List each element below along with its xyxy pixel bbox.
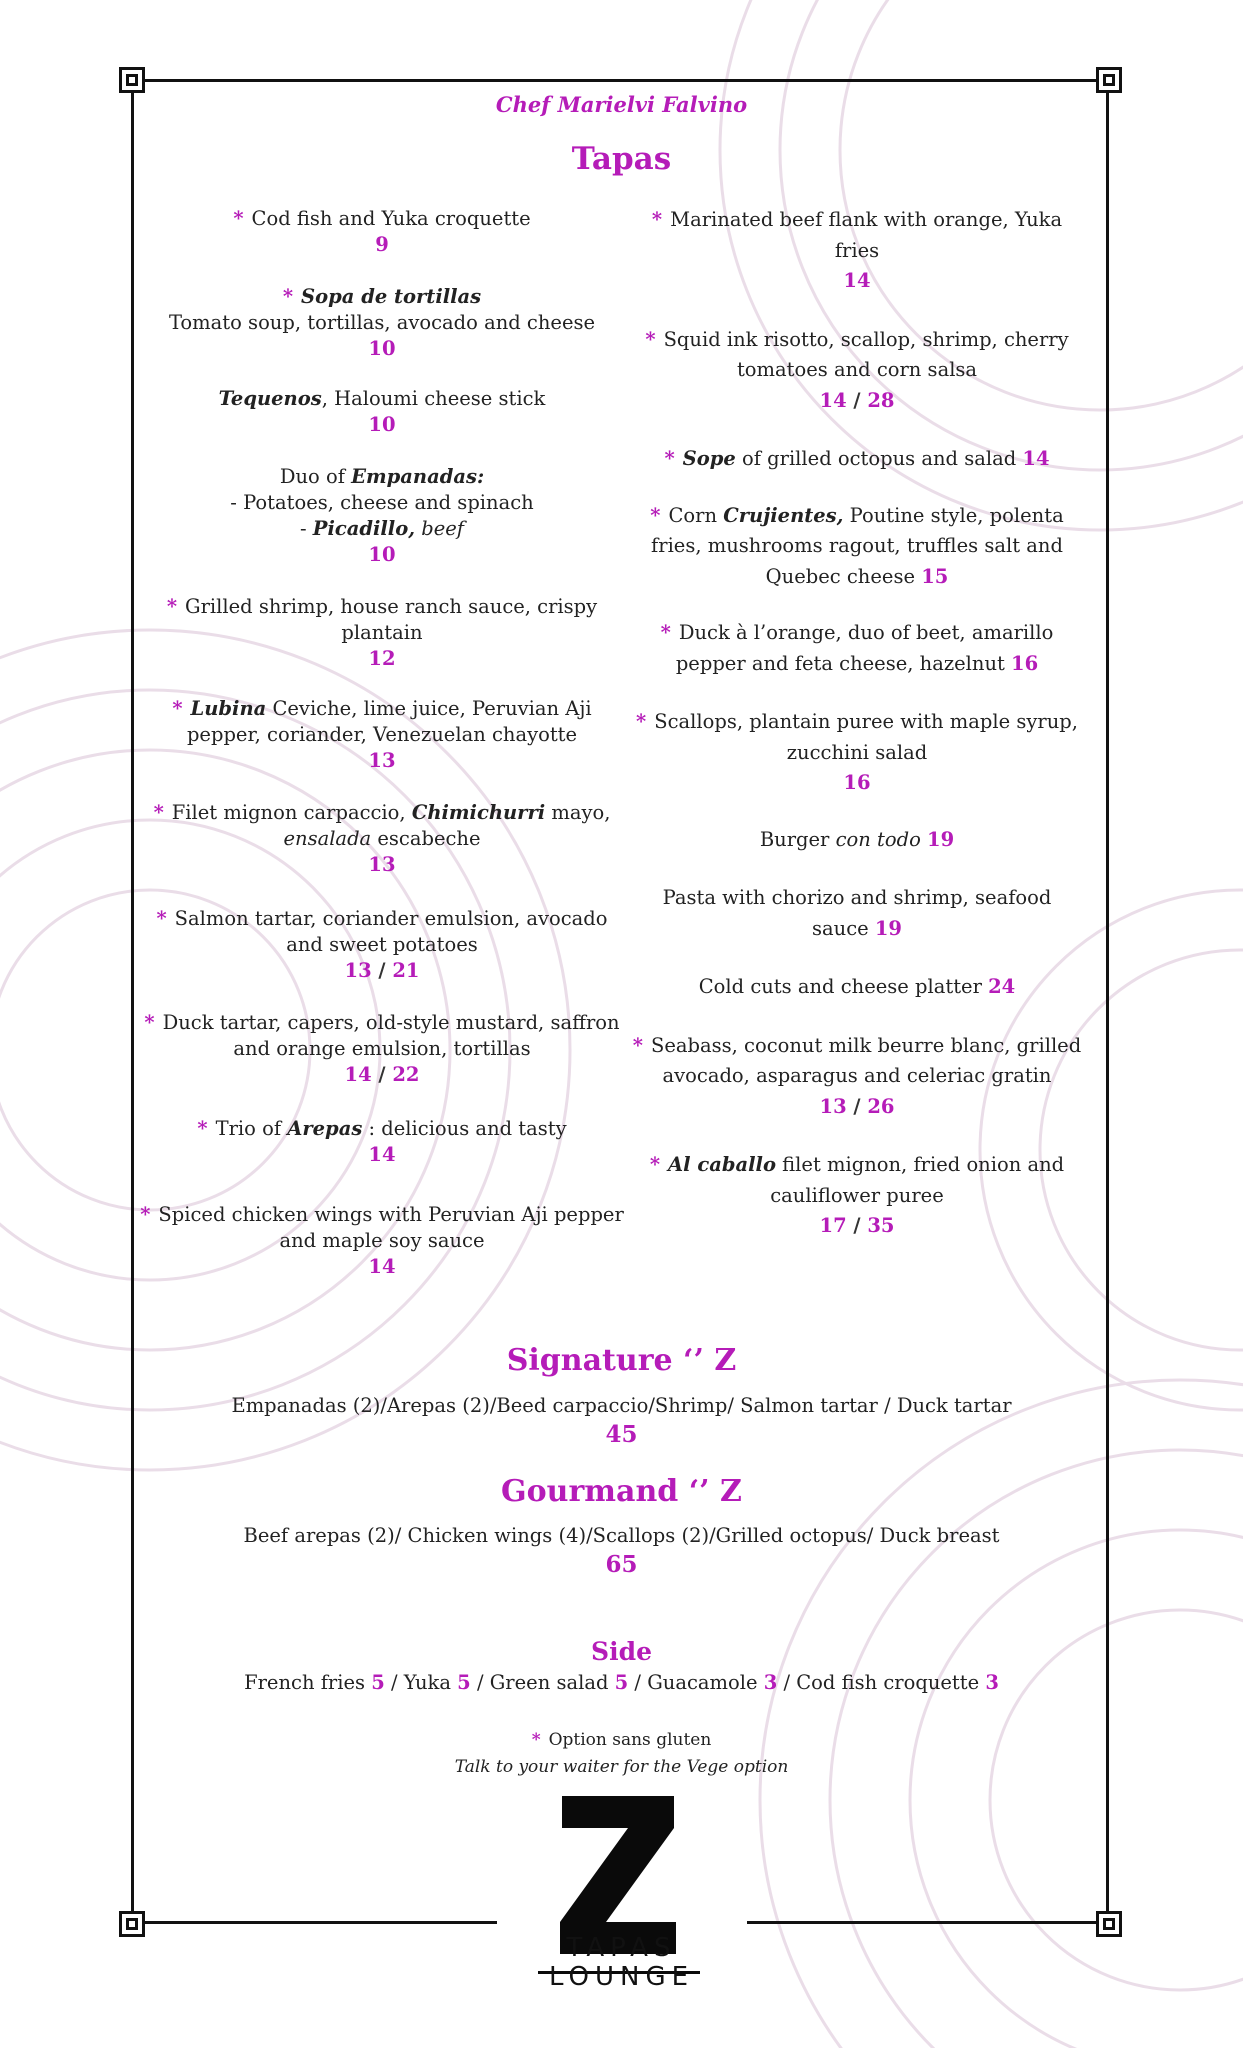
menu-item [138, 906, 626, 984]
item-price: 13 [344, 959, 372, 982]
menu-item [632, 972, 1082, 1003]
menu-item [632, 501, 1082, 593]
menu-item [138, 1202, 626, 1280]
menu-item [632, 707, 1082, 799]
item-emphasis: Lubina [190, 697, 267, 720]
item-text: - Potatoes, cheese and spinach [230, 491, 534, 514]
gluten-free-marker: * [166, 595, 178, 618]
gluten-free-marker: * [664, 447, 675, 470]
item-text: Corn [668, 503, 724, 527]
item-text: filet mignon, fried onion and cauliflower puree [770, 1153, 1065, 1207]
item-price: 13 [368, 853, 396, 876]
signature-title: Signature ‘’ Z [506, 1343, 737, 1378]
item-price: 10 [368, 543, 396, 566]
item-text: escabeche [371, 827, 481, 850]
tapas-heading: Tapas [571, 141, 672, 177]
item-text: Grilled shrimp, house ranch sauce, crispy plantain [185, 595, 598, 644]
price-separator: / [846, 1094, 868, 1118]
item-price: 14 [1022, 447, 1050, 470]
price-separator: / [371, 1063, 393, 1086]
item-emphasis: Crujientes, [723, 503, 844, 527]
menu-item [632, 618, 1082, 679]
gluten-free-label: Option sans gluten [548, 1730, 712, 1750]
z-logo [534, 1790, 704, 2030]
item-text: Filet mignon carpaccio, [171, 801, 412, 824]
item-price: 10 [368, 413, 396, 436]
item-price: 19 [874, 916, 902, 940]
item-emphasis: Empanadas: [351, 465, 485, 488]
menu-item [632, 444, 1082, 475]
item-price: 19 [927, 827, 955, 851]
side-item-name: French fries [244, 1671, 372, 1694]
gluten-free-marker: * [140, 1203, 151, 1226]
side-list [0, 1671, 1243, 1694]
item-emphasis: beef [415, 517, 464, 540]
item-price: 28 [867, 388, 895, 412]
menu-item [632, 325, 1082, 417]
item-text: Cod fish and Yuka croquette [251, 207, 531, 230]
side-item-price: 5 [614, 1671, 629, 1694]
menu-item [138, 594, 626, 672]
item-text: Tomato soup, tortillas, avocado and cheese [168, 311, 596, 334]
tapas-right-column [632, 205, 1082, 1242]
chef-name: Chef Marielvi Falvino [495, 92, 748, 117]
item-text: , Haloumi cheese stick [321, 387, 546, 410]
item-price: 13 [368, 749, 396, 772]
side-separator: / [470, 1671, 490, 1694]
gluten-free-marker: * [144, 1011, 155, 1034]
side-item-name: Yuka [403, 1671, 458, 1694]
item-text: Pasta with chorizo and shrimp, seafood sauce [662, 886, 1052, 940]
side-item-price: 3 [985, 1671, 999, 1694]
item-emphasis: Picadillo, [312, 517, 416, 540]
menu-item [632, 1031, 1082, 1123]
item-emphasis: Sope [682, 447, 736, 470]
item-text: Trio of [215, 1117, 288, 1140]
item-price: 21 [392, 959, 420, 982]
gluten-free-marker: * [233, 207, 244, 230]
side-item-name: Guacamole [647, 1671, 764, 1694]
item-text: Scallops, plantain puree with maple syrup, zucchini salad [654, 710, 1078, 764]
item-price: 17 [819, 1214, 847, 1237]
item-price: 14 [819, 388, 847, 412]
item-text: Spiced chicken wings with Peruvian Aji pepper and maple soy sauce [158, 1203, 624, 1252]
item-text: Burger [759, 827, 836, 851]
item-text: Cold cuts and cheese platter [698, 975, 982, 998]
item-price: 9 [375, 233, 389, 256]
side-item-price: 5 [457, 1671, 471, 1694]
gluten-free-marker: * [197, 1117, 208, 1140]
menu-item [138, 386, 626, 438]
gluten-free-marker: * [632, 1033, 643, 1057]
logo-text-tapas: TAPAS [566, 1933, 677, 1963]
item-price: 14 [344, 1063, 372, 1086]
tapas-left-column [138, 206, 626, 1280]
item-text: Poutine style, polenta fries, mushrooms ragout, truffles salt and Quebec cheese [651, 503, 1064, 588]
item-emphasis: Chimichurri [411, 801, 546, 824]
gluten-free-marker: * [153, 801, 164, 824]
gluten-free-marker: * [649, 1153, 661, 1176]
item-price: 14 [368, 1143, 396, 1166]
item-emphasis: ensalada [283, 827, 372, 850]
menu-item [138, 800, 626, 878]
gluten-free-marker: * [172, 697, 183, 720]
gluten-free-marker: * [651, 208, 663, 231]
item-text: Marinated beef flank with orange, Yuka fries [670, 208, 1063, 262]
gluten-free-marker: * [156, 907, 167, 930]
side-item-price: 3 [763, 1671, 778, 1694]
item-text: Ceviche, lime juice, Peruvian Aji pepper, coriander, Venezuelan chayotte [186, 697, 592, 746]
price-separator: / [846, 388, 868, 412]
item-emphasis: Tequenos [218, 387, 322, 410]
item-price: 13 [819, 1094, 847, 1118]
menu-item [138, 464, 626, 568]
side-item-name: Cod fish croquette [796, 1671, 986, 1694]
gluten-free-marker: * [645, 327, 656, 351]
item-price: 14 [843, 269, 871, 292]
gourmand-price: 65 [605, 1551, 638, 1578]
side-item-name: Green salad [489, 1671, 615, 1694]
frame-corner-ornament [1096, 67, 1122, 93]
item-text: - [299, 517, 313, 540]
item-text: Salmon tartar, coriander emulsion, avocado and sweet potatoes [174, 907, 608, 956]
item-price: 16 [1011, 651, 1039, 675]
logo-text-lounge: LOUNGE [548, 1962, 695, 1992]
gluten-free-note [0, 1730, 1243, 1750]
item-emphasis: Al caballo [668, 1153, 776, 1176]
side-separator: / [384, 1671, 404, 1694]
item-text: Squid ink risotto, scallop, shrimp, cherry tomatoes and corn salsa [663, 327, 1069, 381]
side-item-price: 5 [371, 1671, 385, 1694]
item-price: 10 [368, 337, 396, 360]
item-price: 14 [368, 1255, 396, 1278]
item-text: Duo of [279, 465, 352, 488]
item-price: 26 [867, 1094, 895, 1118]
item-text: Duck tartar, capers, old-style mustard, saffron and orange emulsion, tortillas [162, 1011, 620, 1060]
gluten-free-asterisk: * [531, 1730, 541, 1750]
gluten-free-marker: * [636, 710, 647, 733]
side-title: Side [591, 1637, 652, 1666]
gluten-free-marker: * [650, 503, 661, 527]
menu-item [138, 1010, 626, 1088]
vege-note: Talk to your waiter for the Vege option [454, 1757, 789, 1777]
item-emphasis: Arepas [287, 1117, 363, 1140]
item-text: Seabass, coconut milk beurre blanc, grilled avocado, asparagus and celeriac gratin [650, 1033, 1082, 1087]
menu-item [138, 696, 626, 774]
signature-description: Empanadas (2)/Arepas (2)/Beed carpaccio/Shrimp/ Salmon tartar / Duck tartar [231, 1394, 1012, 1417]
item-price: 22 [392, 1063, 420, 1086]
menu-item [632, 825, 1082, 856]
gluten-free-marker: * [282, 285, 294, 308]
menu-item [632, 1150, 1082, 1242]
item-price: 12 [368, 647, 396, 670]
side-separator: / [777, 1671, 797, 1694]
menu-item [138, 1116, 626, 1168]
price-separator: / [846, 1214, 868, 1237]
item-price: 15 [921, 564, 949, 588]
frame-corner-ornament [119, 67, 145, 93]
item-text: Duck à l’orange, duo of beet, amarillo pepper and feta cheese, hazelnut [675, 621, 1054, 675]
menu-item [632, 205, 1082, 297]
menu-item [138, 284, 626, 362]
side-separator: / [628, 1671, 648, 1694]
item-text: : delicious and tasty [362, 1117, 567, 1140]
gluten-free-marker: * [660, 621, 671, 644]
gourmand-description: Beef arepas (2)/ Chicken wings (4)/Scallops (2)/Grilled octopus/ Duck breast [243, 1524, 1000, 1547]
item-text: mayo, [545, 801, 611, 824]
menu-item [632, 883, 1082, 944]
item-emphasis: Sopa de tortillas [301, 285, 482, 308]
menu-item [138, 206, 626, 258]
item-text: of grilled octopus and salad [735, 447, 1017, 470]
signature-price: 45 [605, 1421, 638, 1448]
item-price: 35 [867, 1214, 895, 1237]
gourmand-title: Gourmand ‘’ Z [501, 1474, 742, 1509]
item-price: 24 [988, 975, 1016, 998]
price-separator: / [371, 959, 393, 982]
item-price: 16 [843, 771, 871, 794]
item-emphasis: con todo [835, 827, 921, 851]
